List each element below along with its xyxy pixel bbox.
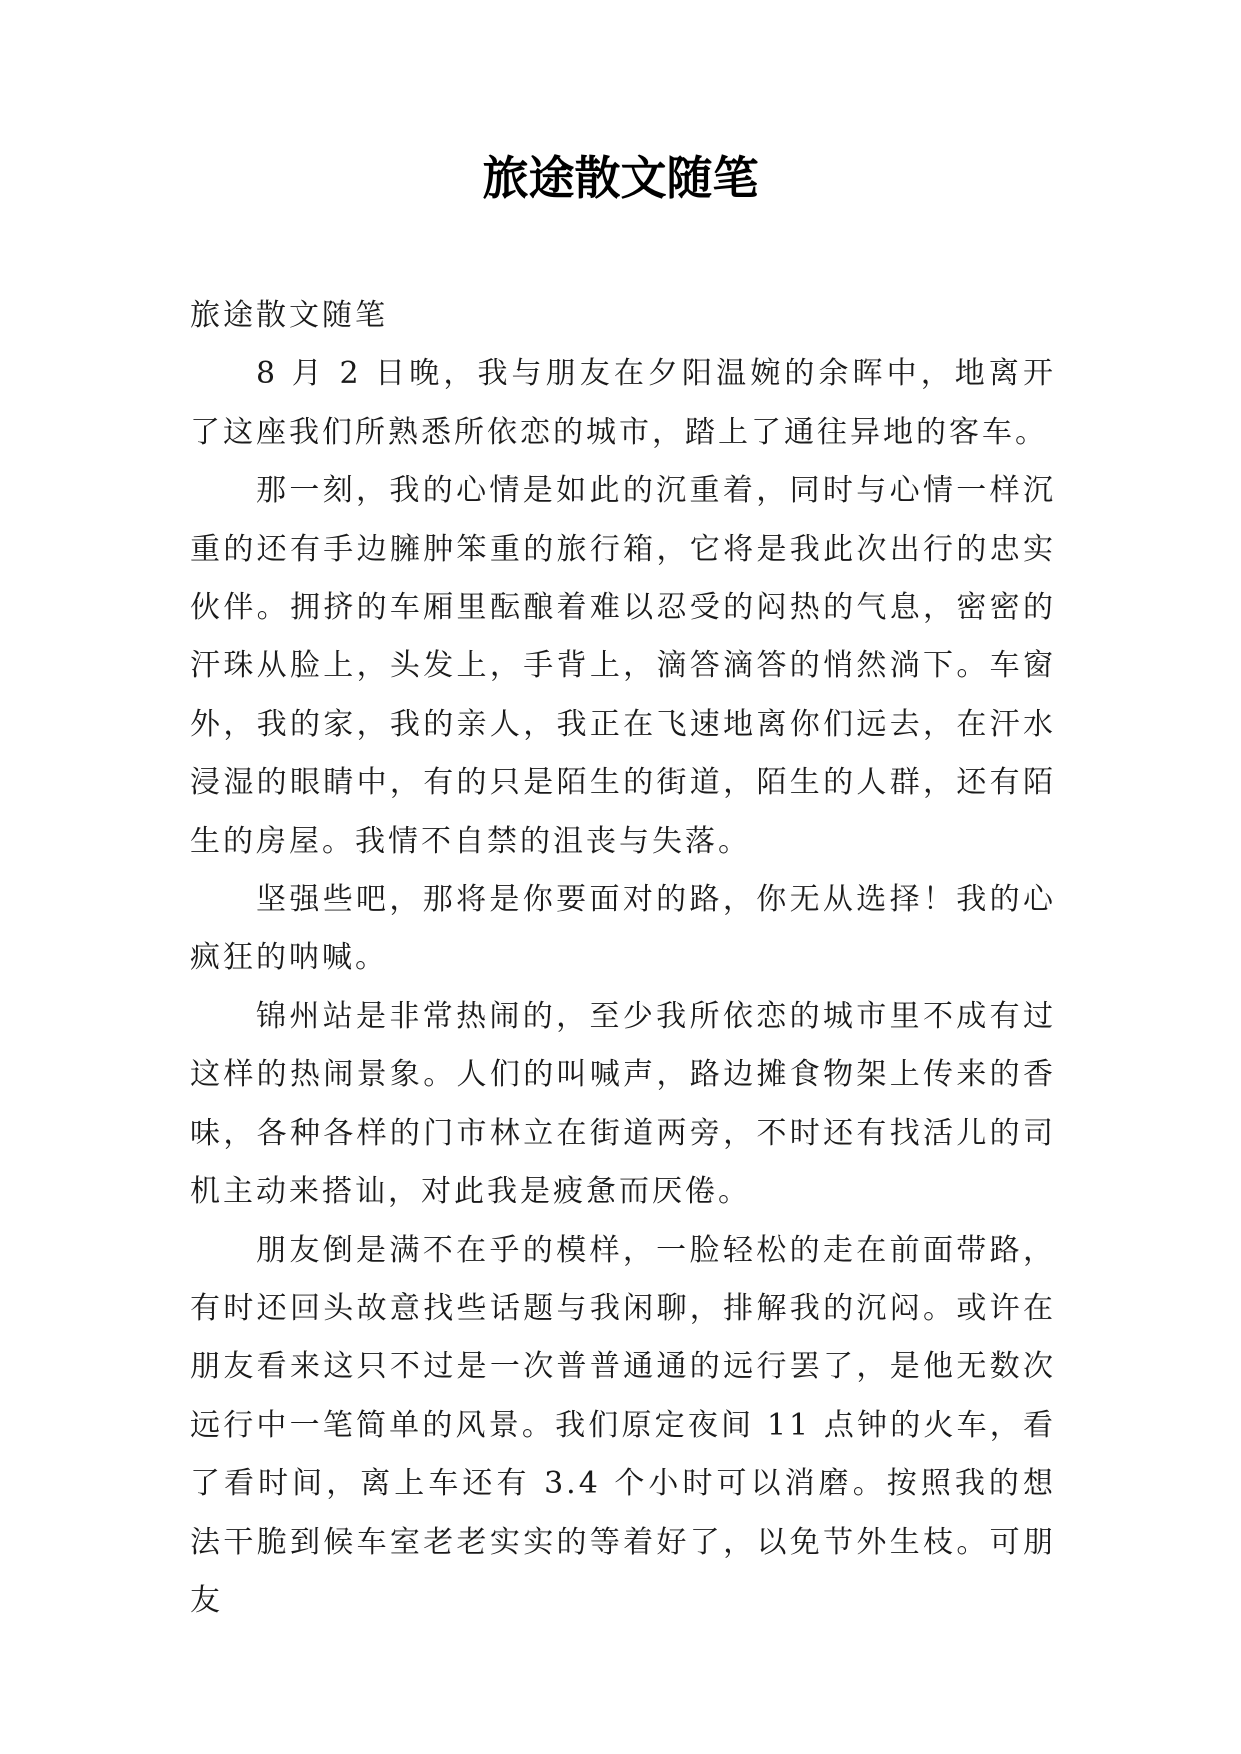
document-body [190, 287, 1056, 1630]
paragraph: 那一刻，我的心情是如此的沉重着，同时与心情一样沉重的还有手边臃肿笨重的旅行箱，它将是我此次出行的忠实伙伴。拥挤的车厢里酝酿着难以忍受的闷热的气息，密密的汗珠从脸上，头发上，手背上，滴答滴答的悄然淌下。车窗外，我的家，我的亲人，我正在飞速地离你们远去，在汗水浸湿的眼睛中，有的只是陌生的街道，陌生的人群，还有陌生的房屋。我情不自禁的沮丧与失落。 [190, 473, 1056, 859]
paragraph-heading: 旅途散文随笔 [190, 298, 388, 333]
document-title: 旅途散文随笔 [482, 151, 759, 205]
paragraph: 朋友倒是满不在乎的模样，一脸轻松的走在前面带路，有时还回头故意找些话题与我闲聊，排解我的沉闷。或许在朋友看来这只不过是一次普普通通的远行罢了，是他无数次远行中一笔简单的风景。我们原定夜间 11 点钟的火车，看了看时间，离上车还有 3.4 个小时可以消磨。按照我的想法干脆到候车室老老实实的等着好了，以免节外生枝。可朋友 [190, 1232, 1056, 1618]
paragraph: 锦州站是非常热闹的，至少我所依恋的城市里不成有过这样的热闹景象。人们的叫喊声，路边摊食物架上传来的香味，各种各样的门市林立在街道两旁，不时还有找活儿的司机主动来搭讪，对此我是疲惫而厌倦。 [190, 998, 1056, 1210]
paragraph: 8 月 2 日晚，我与朋友在夕阳温婉的余晖中，地离开了这座我们所熟悉所依恋的城市，踏上了通往异地的客车。 [190, 356, 1056, 450]
paragraph: 坚强些吧，那将是你要面对的路，你无从选择！我的心疯狂的呐喊。 [190, 882, 1056, 976]
